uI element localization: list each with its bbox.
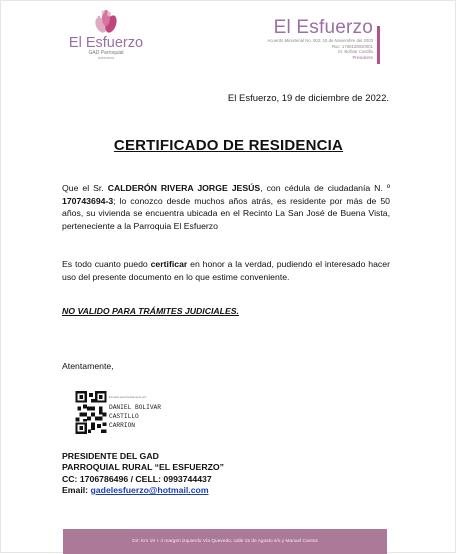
signature-qr-code [75, 391, 107, 434]
signature-caption: Firmado electrónicamente por: [109, 395, 147, 399]
certificate-title: CERTIFICADO DE RESIDENCIA [113, 137, 344, 154]
logo-brand-text: El Esfuerzo [68, 35, 144, 51]
body-paragraph-1 [62, 182, 390, 232]
closing-regards: Atentamente, [62, 361, 114, 371]
letterhead-accent-bar [377, 26, 380, 64]
signatory-block [62, 451, 224, 496]
signatory-role: PRESIDENTE DEL GAD [62, 451, 159, 461]
body-paragraph-2 [62, 258, 390, 283]
signer-name [109, 403, 161, 430]
letterhead-person: Sr. Bolívar Castillo [337, 49, 373, 54]
signer-name-line: CARRION [109, 422, 135, 429]
logo-tagline: GAD Parroquial [88, 50, 124, 56]
letterhead-title: El Esfuerzo [273, 17, 373, 38]
letterhead-agreement: Acuerdo Ministerial No. 002, 15 de Noviembre del 2003 [267, 38, 373, 43]
p1-id-label: , con cédula de ciudadanía N. º [260, 183, 391, 193]
letterhead [267, 18, 373, 60]
signatory-institution: PARROQUIAL RURAL “EL ESFUERZO” [62, 462, 225, 473]
p2-rest: en honor a la verdad, pudiendo el interesado hacer uso del presente documento en lo que estime conveniente. [62, 259, 390, 282]
p2-certify: certificar [150, 259, 188, 269]
letter-date: El Esfuerzo, 19 de diciembre de 2022. [227, 93, 389, 104]
email-label: Email: [62, 484, 91, 495]
flower-logo-icon [89, 8, 123, 34]
signer-name-line: DANIEL BOLIVAR [109, 404, 161, 411]
signatory-email-row [62, 485, 224, 496]
p1-intro: Que el Sr. [62, 183, 108, 193]
judicial-warning: NO VALIDO PARA TRÁMITES JUDICIALES. [62, 306, 239, 316]
address-footer-bar [63, 529, 387, 554]
email-link[interactable]: gadelesfuerzo@hotmail.com [90, 484, 209, 495]
resident-name: CALDERÓN RIVERA JORGE JESÚS [107, 183, 261, 193]
p1-details: ; lo conozco desde muchos años atrás, es residente por más de 50 años, su vivienda se encuentra ubicada en el Recinto La San José de Buena Vista, perteneciente a la Parroquia El Esfuerzo [62, 195, 390, 231]
address-text: Dir: Km 19 + 4 margen izquierdo Vía Quevedo, calle 15 de Agosto s/n y Manuel Cantos [132, 539, 318, 544]
letterhead-role: Presidente [352, 54, 373, 60]
logo-subtagline: autonomía [97, 56, 115, 60]
p2-intro: Es todo cuanto puedo [62, 259, 151, 269]
resident-id: 170743694-3 [62, 195, 114, 206]
letterhead-ruc: Ruc: 1768128020001 [331, 43, 373, 49]
gad-logo [62, 8, 150, 66]
signer-name-line: CASTILLO [109, 413, 139, 420]
signatory-contact: CC: 1706786496 / CELL: 0993744437 [62, 473, 212, 484]
